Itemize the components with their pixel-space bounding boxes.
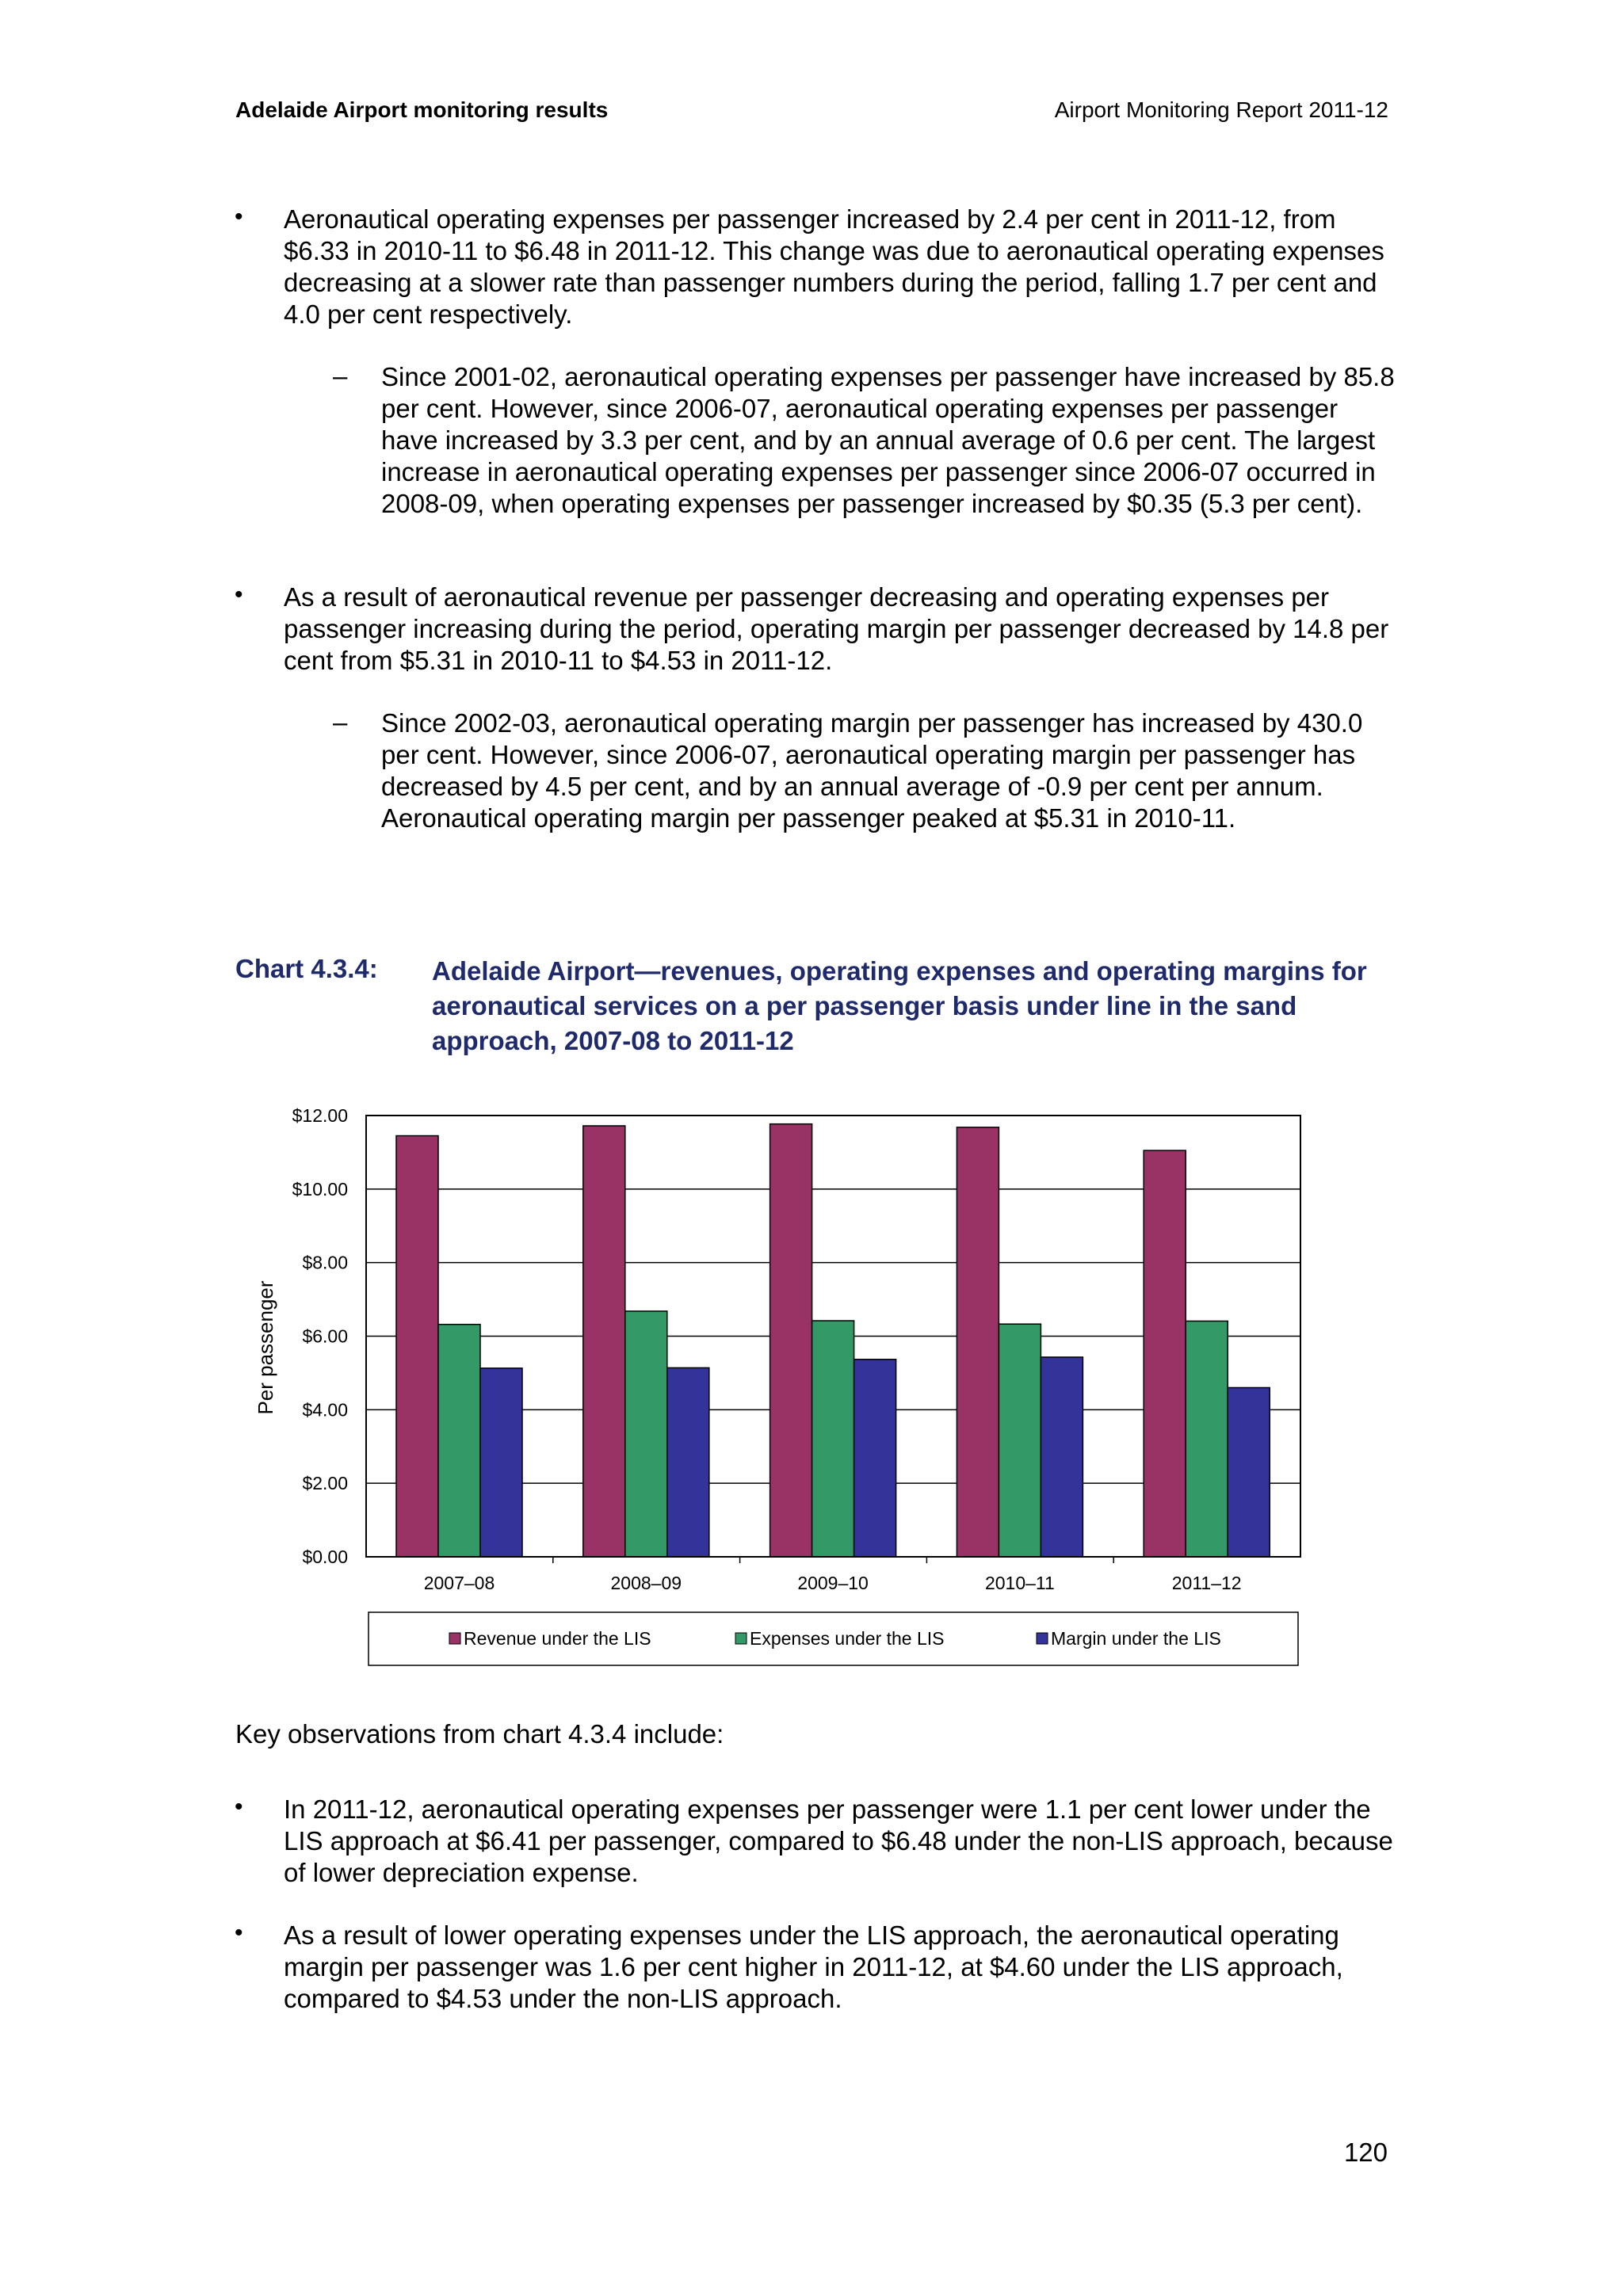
- bar-margin: [667, 1367, 709, 1557]
- header-section-title: Adelaide Airport monitoring results: [235, 97, 609, 122]
- y-tick-label: $6.00: [302, 1325, 348, 1347]
- legend-swatch: [449, 1633, 460, 1644]
- chart-title: Adelaide Airport—revenues, operating expenses and operating margins for aeronautical services on a per passenger basis under line in the sand approach, 2007-08 to 2011-12: [432, 956, 1367, 1055]
- paragraph-margin-decrease: As a result of aeronautical revenue per passenger decreasing and operating expenses per passenger increasing during the period, operating margin per passenger decreased by 14.8 per cent from $5.31 in 2010-11 to $4.53 in 2011-12.: [284, 582, 1389, 675]
- y-tick-label: $0.00: [302, 1547, 348, 1567]
- legend-label: Margin under the LIS: [1051, 1628, 1221, 1649]
- x-tick-label: 2007–08: [423, 1573, 495, 1593]
- legend-swatch: [1037, 1633, 1048, 1644]
- bullet-marker: •: [235, 1794, 243, 1820]
- dash-marker: –: [333, 707, 348, 737]
- bar-revenue: [396, 1136, 438, 1557]
- observation-expenses-lis: In 2011-12, aeronautical operating expenses per passenger were 1.1 per cent lower under the LIS approach at $6.41 per passenger, compared to $6.48 under the non-LIS approach, because of lower depreciation expense.: [284, 1794, 1393, 1887]
- subparagraph-margin-since-2002: Since 2002-03, aeronautical operating margin per passenger has increased by 430.0 per cent. However, since 2006-07, aeronautical operating margin per passenger has decreased by 4.5 per cent, and by an annual average of -0.9 per cent per annum. Aeronautical operating margin per passenger peaked at $5.31 in 2010-11.: [381, 708, 1363, 833]
- bar-expenses: [999, 1324, 1041, 1557]
- bullet-marker: •: [235, 582, 243, 608]
- bar-revenue: [583, 1126, 625, 1557]
- bar-revenue: [957, 1127, 999, 1557]
- bar-chart: [0, 1093, 1623, 1743]
- bar-margin: [1228, 1387, 1270, 1557]
- y-tick-label: $12.00: [292, 1105, 348, 1126]
- bar-revenue: [1144, 1150, 1186, 1557]
- y-tick-label: $10.00: [292, 1178, 348, 1199]
- paragraph-expenses-increase: Aeronautical operating expenses per passenger increased by 2.4 per cent in 2011-12, from $6.33 in 2010-11 to $6.48 in 2011-12. This change was due to aeronautical operating expenses decreasing at a slower rate than passenger numbers during the period, falling 1.7 per cent and 4.0 per cent respectively.: [284, 204, 1384, 329]
- bar-expenses: [1186, 1321, 1228, 1557]
- bar-expenses: [812, 1321, 854, 1557]
- x-tick-label: 2010–11: [984, 1573, 1055, 1593]
- chart-label: Chart 4.3.4:: [235, 954, 378, 983]
- observation-margin-lis: As a result of lower operating expenses under the LIS approach, the aeronautical operating margin per passenger was 1.6 per cent higher in 2011-12, at $4.60 under the LIS approach, compared to $4.53 under the non-LIS approach.: [284, 1920, 1343, 2013]
- bar-margin: [480, 1368, 522, 1557]
- y-tick-label: $8.00: [302, 1252, 348, 1273]
- y-tick-label: $2.00: [302, 1473, 348, 1494]
- bar-expenses: [438, 1325, 480, 1557]
- x-tick-label: 2009–10: [797, 1573, 869, 1593]
- subparagraph-expenses-since-2001: Since 2001-02, aeronautical operating expenses per passenger have increased by 85.8 per cent. However, since 2006-07, aeronautical operating expenses per passenger have increased by 3.3 per cent, and by an annual average of 0.6 per cent. The largest increase in aeronautical operating expenses per passenger since 2006-07 occurred in 2008-09, when operating expenses per passenger increased by $0.35 (5.3 per cent).: [381, 362, 1395, 518]
- bar-revenue: [770, 1124, 812, 1557]
- header-report-title: Airport Monitoring Report 2011-12: [1054, 97, 1388, 122]
- y-axis-label: Per passenger: [254, 1280, 277, 1415]
- x-tick-label: 2008–09: [610, 1573, 682, 1593]
- bar-margin: [1041, 1357, 1083, 1557]
- bar-expenses: [625, 1311, 667, 1557]
- bullet-marker: •: [235, 204, 243, 230]
- bar-margin: [854, 1360, 896, 1557]
- legend-label: Revenue under the LIS: [464, 1628, 651, 1649]
- page-number: 120: [1343, 2138, 1388, 2167]
- legend-label: Expenses under the LIS: [750, 1628, 945, 1649]
- key-observations-intro: Key observations from chart 4.3.4 include:: [235, 1719, 724, 1749]
- dash-marker: –: [333, 361, 348, 391]
- y-tick-label: $4.00: [302, 1399, 348, 1421]
- x-tick-label: 2011–12: [1171, 1573, 1242, 1593]
- legend-swatch: [735, 1633, 747, 1644]
- bullet-marker: •: [235, 1920, 243, 1946]
